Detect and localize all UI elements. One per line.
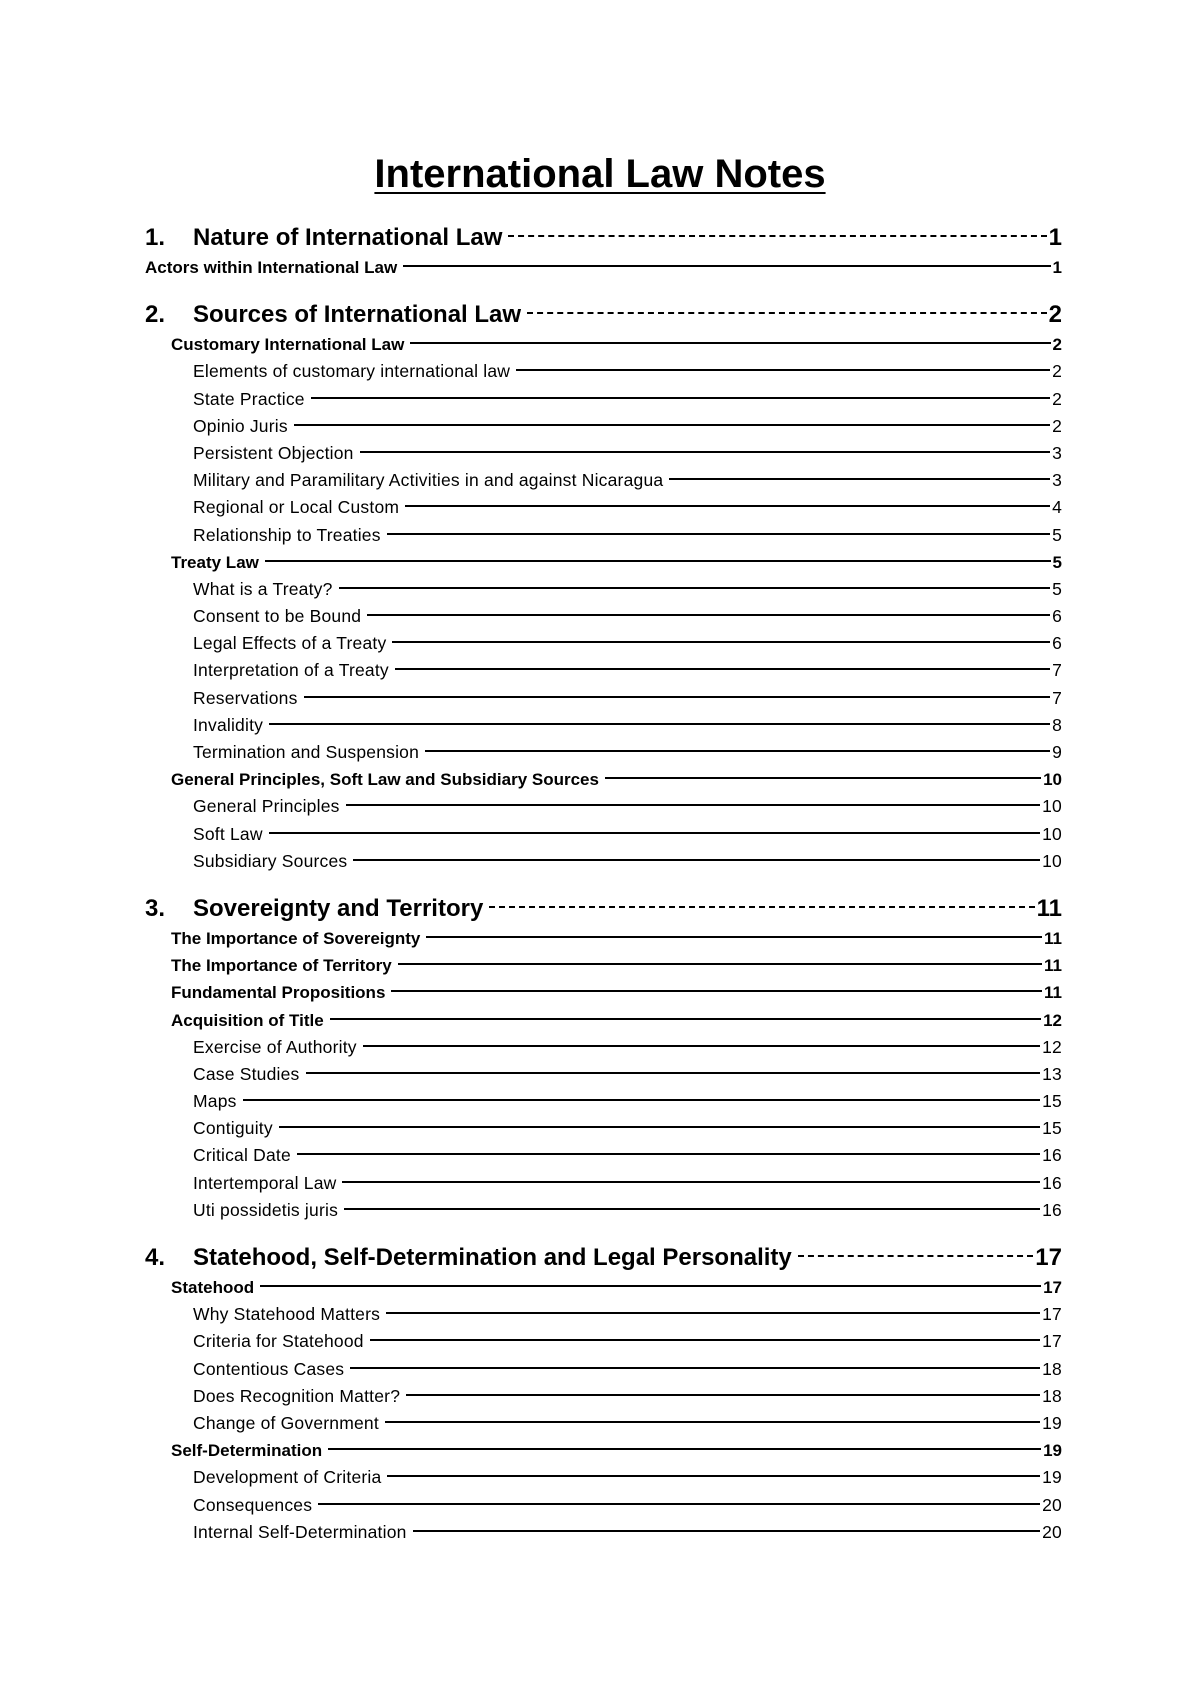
toc-dot-leader (385, 1419, 1040, 1423)
toc-page-number: 2 (1052, 335, 1062, 355)
toc-dot-leader (353, 857, 1040, 861)
toc-dot-leader (260, 1283, 1041, 1287)
toc-chapter-number: 4. (145, 1244, 166, 1271)
toc-entry-label: The Importance of Sovereignty (171, 928, 421, 948)
toc-entry-label: Uti possidetis juris (193, 1199, 339, 1220)
toc-entry-label: State Practice (193, 388, 305, 409)
toc-entry-label: Interpretation of a Treaty (193, 660, 389, 681)
toc-dot-leader (363, 1043, 1040, 1047)
toc-dot-leader (395, 666, 1050, 670)
toc-chapter[interactable] (145, 299, 1062, 331)
toc-page-number: 17 (1043, 1278, 1062, 1297)
toc-page-number: 10 (1043, 770, 1062, 790)
toc-page-number: 15 (1042, 1091, 1062, 1112)
toc-dot-leader (527, 310, 1047, 314)
toc-page-number: 11 (1044, 983, 1062, 1003)
toc-entry-label: Subsidiary Sources (193, 850, 348, 871)
toc-dot-leader (425, 748, 1050, 752)
toc-subsection[interactable] (145, 1034, 1062, 1061)
toc-dot-leader (386, 1310, 1040, 1314)
toc-dot-leader (405, 503, 1050, 507)
toc-subsection[interactable] (145, 657, 1062, 684)
toc-subsection[interactable] (145, 413, 1062, 440)
toc-section[interactable] (145, 549, 1062, 576)
toc-page-number: 2 (1052, 361, 1062, 382)
toc-dot-leader (798, 1253, 1034, 1257)
toc-page-number: 17 (1035, 1244, 1062, 1271)
toc-page-number: 11 (1036, 894, 1062, 922)
toc-page-number: 20 (1042, 1494, 1062, 1515)
toc-entry-label: Why Statehood Matters (193, 1304, 381, 1325)
toc-dot-leader (387, 1473, 1040, 1477)
toc-page-number: 2 (1052, 415, 1062, 436)
toc-subsection[interactable] (145, 494, 1062, 521)
toc-subsection[interactable] (145, 1464, 1062, 1491)
toc-page-number: 5 (1052, 552, 1062, 572)
toc-page-number: 18 (1042, 1358, 1062, 1379)
toc-subsection[interactable] (145, 1410, 1062, 1437)
toc-subsection[interactable] (145, 358, 1062, 385)
toc-dot-leader (294, 422, 1050, 426)
toc-dot-leader (342, 1179, 1040, 1183)
toc-subsection[interactable] (145, 848, 1062, 875)
toc-page-number: 6 (1052, 633, 1062, 654)
toc-section[interactable] (145, 766, 1062, 793)
toc-section[interactable] (145, 979, 1062, 1006)
toc-dot-leader (391, 988, 1042, 992)
toc-section[interactable] (145, 1007, 1062, 1034)
toc-subsection[interactable] (145, 1061, 1062, 1088)
toc-subsection[interactable] (145, 386, 1062, 413)
toc-dot-leader (306, 1070, 1041, 1074)
toc-page-number: 18 (1042, 1385, 1062, 1406)
toc-entry-label: Intertemporal Law (193, 1172, 337, 1193)
toc-dot-leader (350, 1365, 1040, 1369)
toc-page-number: 17 (1042, 1304, 1062, 1325)
toc-page-number: 17 (1042, 1331, 1062, 1352)
toc-dot-leader (304, 694, 1051, 698)
toc-entry-label: Opinio Juris (193, 415, 288, 436)
toc-subsection[interactable] (145, 603, 1062, 630)
toc-entry-label: Reservations (193, 687, 298, 708)
toc-dot-leader (297, 1151, 1040, 1155)
toc-dot-leader (360, 449, 1050, 453)
toc-entry-label: Persistent Objection (193, 442, 354, 463)
toc-subsection[interactable] (145, 576, 1062, 603)
toc-dot-leader (410, 340, 1050, 344)
toc-section[interactable] (145, 1437, 1062, 1464)
toc-dot-leader (406, 1392, 1040, 1396)
toc-entry-label: Exercise of Authority (193, 1036, 357, 1057)
toc-page-number: 11 (1044, 956, 1062, 976)
toc-page-number: 2 (1052, 388, 1062, 409)
toc-dot-leader (330, 1016, 1041, 1020)
toc-dot-leader (489, 904, 1034, 908)
toc-entry-label: Statehood (171, 1278, 255, 1297)
toc-page-number: 2 (1048, 301, 1062, 329)
toc-entry-label: Elements of customary international law (193, 361, 511, 382)
toc-section[interactable] (145, 952, 1062, 979)
toc-entry-label: Customary International Law (171, 335, 405, 355)
toc-dot-leader (605, 775, 1041, 779)
toc-page-number: 5 (1052, 524, 1062, 545)
toc-dot-leader (318, 1501, 1040, 1505)
toc-subsection[interactable] (145, 467, 1062, 494)
toc-dot-leader (508, 233, 1046, 237)
toc-entry-label: Case Studies (193, 1063, 300, 1084)
toc-subsection[interactable] (145, 1383, 1062, 1410)
toc-chapter-number: 1. (145, 224, 166, 251)
toc-dot-leader (344, 1206, 1040, 1210)
toc-subsection[interactable] (145, 1301, 1062, 1328)
toc-page-number: 1 (1052, 258, 1062, 277)
toc-entry-label: Soft Law (193, 823, 263, 844)
toc-page-number: 1 (1048, 224, 1062, 251)
toc-entry-label: Maps (193, 1091, 237, 1112)
toc-entry-label: The Importance of Territory (171, 956, 392, 976)
toc-page-number: 12 (1042, 1036, 1062, 1057)
toc-subsection[interactable] (145, 685, 1062, 712)
toc-section[interactable] (145, 254, 1062, 281)
toc-entry-label: Change of Government (193, 1412, 379, 1433)
toc-entry-label: Sovereignty and Territory (193, 894, 484, 922)
toc-dot-leader (367, 612, 1050, 616)
toc-page-number: 5 (1052, 578, 1062, 599)
toc-entry-label: Statehood, Self-Determination and Legal Personality (193, 1244, 792, 1271)
toc-chapter[interactable] (145, 1242, 1062, 1274)
toc-entry-label: Military and Paramilitary Activities in and against Nicaragua (193, 470, 664, 491)
toc-entry-label: General Principles (193, 796, 340, 817)
toc-subsection[interactable] (145, 1088, 1062, 1115)
toc-entry-label: Actors within International Law (145, 258, 398, 277)
toc-entry-label: Does Recognition Matter? (193, 1385, 401, 1406)
toc-dot-leader (269, 721, 1050, 725)
toc-section[interactable] (145, 925, 1062, 952)
toc-dot-leader (328, 1446, 1041, 1450)
toc-page-number: 10 (1042, 823, 1062, 844)
toc-entry-label: Sources of International Law (193, 301, 522, 329)
toc-subsection[interactable] (145, 1142, 1062, 1169)
toc-chapter[interactable] (145, 893, 1062, 925)
toc-subsection[interactable] (145, 522, 1062, 549)
toc-entry-label: Contiguity (193, 1118, 273, 1139)
toc-subsection[interactable] (145, 821, 1062, 848)
toc-subsection[interactable] (145, 630, 1062, 657)
toc-dot-leader (413, 1528, 1041, 1532)
toc-page-number: 19 (1042, 1412, 1062, 1433)
toc-entry-label: Nature of International Law (193, 224, 503, 251)
toc-page-number: 12 (1043, 1010, 1062, 1030)
toc-page-number: 3 (1052, 470, 1062, 491)
toc-page-number: 11 (1044, 928, 1062, 948)
toc-dot-leader (669, 476, 1050, 480)
document-title-text: International Law Notes (374, 152, 826, 196)
toc-subsection[interactable] (145, 1328, 1062, 1355)
toc-subsection[interactable] (145, 1356, 1062, 1383)
toc-entry-label: What is a Treaty? (193, 578, 333, 599)
toc-subsection[interactable] (145, 1519, 1062, 1546)
toc-entry-label: Termination and Suspension (193, 742, 420, 762)
toc-page-number: 16 (1042, 1145, 1062, 1166)
toc-subsection[interactable] (145, 1492, 1062, 1519)
toc-entry-label: Consequences (193, 1494, 313, 1515)
toc-page-number: 10 (1042, 850, 1062, 871)
toc-entry-label: Contentious Cases (193, 1358, 345, 1379)
toc-page-number: 3 (1052, 442, 1062, 463)
toc-dot-leader (398, 961, 1042, 965)
toc-dot-leader (279, 1124, 1040, 1128)
toc-chapter-number: 2. (145, 301, 166, 329)
toc-page-number: 8 (1052, 714, 1062, 735)
toc-page-number: 16 (1042, 1199, 1062, 1220)
toc-subsection[interactable] (145, 793, 1062, 820)
toc-subsection[interactable] (145, 440, 1062, 467)
toc-dot-leader (339, 585, 1050, 589)
toc-page-number: 19 (1042, 1467, 1062, 1488)
table-of-contents (145, 222, 1062, 1546)
toc-dot-leader (346, 802, 1041, 806)
toc-subsection[interactable] (145, 1170, 1062, 1197)
toc-entry-label: Criteria for Statehood (193, 1331, 364, 1352)
toc-dot-leader (516, 367, 1050, 371)
toc-chapter[interactable] (145, 222, 1062, 254)
toc-entry-label: Consent to be Bound (193, 606, 362, 627)
toc-dot-leader (370, 1337, 1040, 1341)
toc-dot-leader (311, 395, 1050, 399)
toc-page-number: 4 (1052, 497, 1062, 518)
toc-page-number: 16 (1042, 1172, 1062, 1193)
toc-page-number: 7 (1052, 687, 1062, 708)
toc-dot-leader (265, 558, 1051, 562)
toc-entry-label: General Principles, Soft Law and Subsidiary Sources (171, 770, 599, 790)
toc-page-number: 6 (1052, 606, 1062, 627)
toc-dot-leader (387, 531, 1050, 535)
toc-page-number: 10 (1042, 796, 1062, 817)
toc-entry-label: Internal Self-Determination (193, 1521, 407, 1542)
toc-dot-leader (243, 1097, 1041, 1101)
toc-entry-label: Treaty Law (171, 552, 259, 572)
toc-entry-label: Development of Criteria (193, 1467, 382, 1488)
toc-page-number: 7 (1052, 660, 1062, 681)
toc-entry-label: Regional or Local Custom (193, 497, 400, 518)
document-title (0, 150, 1200, 198)
toc-entry-label: Self-Determination (171, 1441, 323, 1461)
toc-entry-label: Invalidity (193, 714, 264, 735)
toc-entry-label: Critical Date (193, 1145, 291, 1166)
toc-subsection[interactable] (145, 1197, 1062, 1224)
toc-page-number: 20 (1042, 1521, 1062, 1542)
toc-entry-label: Fundamental Propositions (171, 983, 386, 1003)
toc-entry-label: Relationship to Treaties (193, 524, 381, 545)
toc-dot-leader (426, 934, 1042, 938)
toc-section[interactable] (145, 331, 1062, 358)
toc-chapter-number: 3. (145, 894, 166, 922)
toc-subsection[interactable] (145, 712, 1062, 739)
toc-section[interactable] (145, 1274, 1062, 1301)
toc-dot-leader (269, 830, 1040, 834)
toc-dot-leader (403, 263, 1050, 267)
toc-page-number: 9 (1052, 742, 1062, 762)
toc-page-number: 19 (1043, 1441, 1062, 1461)
toc-entry-label: Legal Effects of a Treaty (193, 633, 387, 654)
toc-entry-label: Acquisition of Title (171, 1010, 324, 1030)
toc-dot-leader (392, 639, 1050, 643)
toc-subsection[interactable] (145, 1115, 1062, 1142)
toc-page-number: 13 (1042, 1063, 1062, 1084)
toc-page-number: 15 (1042, 1118, 1062, 1139)
toc-subsection[interactable] (145, 739, 1062, 766)
